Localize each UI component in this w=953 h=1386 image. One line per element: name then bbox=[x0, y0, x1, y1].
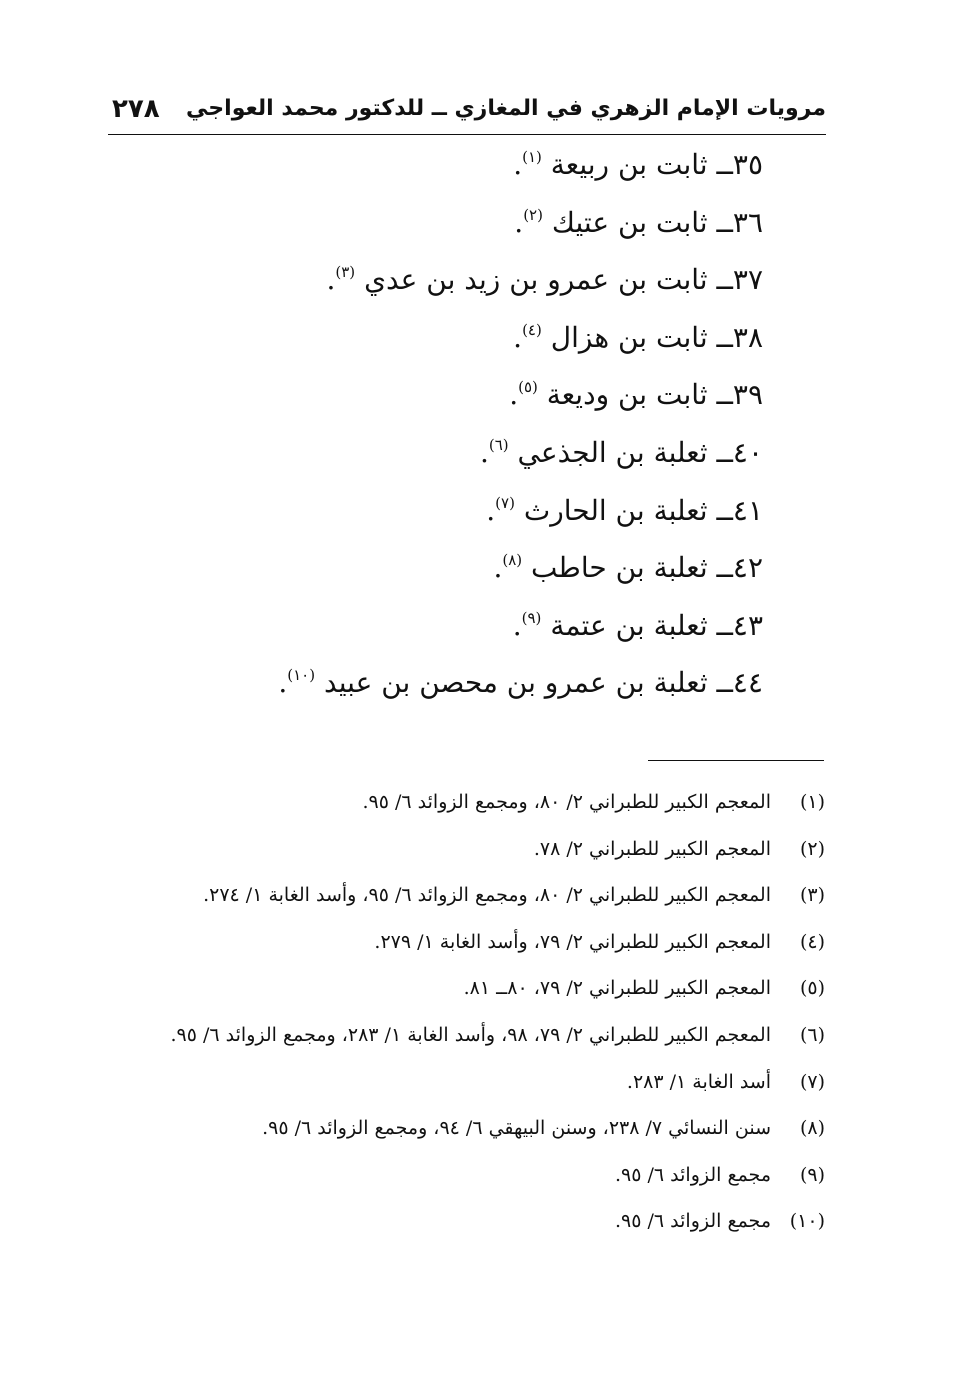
entry-name: ثعلبة بن عمرو بن محصن بن عبيد bbox=[324, 666, 708, 700]
entry-name: ثعلبة بن حاطب bbox=[531, 551, 708, 585]
list-item: ٤٤ــ ثعلبة بن عمرو بن محصن بن عبيد $^{(١٠)}$. bbox=[278, 666, 763, 700]
footnote bbox=[105, 925, 825, 972]
list-item: ٣٩ــ ثابت بن وديعة $^{(٥)}$. bbox=[509, 378, 763, 412]
footnote bbox=[105, 1158, 825, 1205]
entry-number: ٣٧ــ bbox=[716, 263, 763, 297]
list-item: ٣٥ــ ثابت بن ربيعة $^{(١)}$. bbox=[513, 148, 763, 181]
entry-name: ثابت بن عتيك bbox=[551, 205, 708, 239]
footnote-text: المعجم الكبير للطبراني ٢/ ٨٠، ومجمع الزوائد ٦/ ٩٥. bbox=[362, 791, 771, 813]
footnote-text: أسد الغابة ١/ ٢٨٣. bbox=[626, 1070, 771, 1093]
list-item: ٣٧ــ ثابت بن عمرو بن زيد بن عدي $^{(٣)}$. bbox=[326, 263, 763, 297]
entry-name: ثابت بن هزال bbox=[550, 320, 708, 354]
footnote-text: المعجم الكبير للطبراني ٢/ ٧٩، ٨٠ــ ٨١. bbox=[463, 977, 771, 1000]
list-item: ٤١ــ ثعلبة بن الحارث $^{(٧)}$. bbox=[486, 493, 763, 527]
footnote-ref: (٨) bbox=[502, 551, 523, 570]
footnote-number: (٥) bbox=[799, 977, 825, 1000]
footnote-text: المعجم الكبير للطبراني ٢/ ٧٩، ٩٨، وأسد الغابة ١/ ٢٨٣، ومجمع الزوائد ٦/ ٩٥. bbox=[170, 1023, 771, 1046]
entry-number: ٣٦ــ bbox=[716, 205, 763, 239]
footnote bbox=[105, 878, 825, 925]
entry-name: ثابت بن وديعة bbox=[546, 378, 708, 412]
footnote-text: مجمع الزوائد ٦/ ٩٥. bbox=[614, 1210, 771, 1233]
list-item: ٣٦ــ ثابت بن عتيك $^{(٢)}$. bbox=[514, 205, 763, 239]
footnote-ref: (٤) bbox=[522, 320, 542, 339]
entry-name: ثعلبة بن الجذعي bbox=[517, 435, 708, 469]
footnote-ref: (٦) bbox=[488, 435, 509, 454]
footnotes bbox=[105, 785, 825, 1251]
entry-number: ٣٩ــ bbox=[716, 378, 763, 412]
footnote bbox=[105, 785, 825, 832]
list-item: ٣٨ــ ثابت بن هزال $^{(٤)}$. bbox=[513, 320, 763, 354]
header-title: مرويات الإمام الزهري في المغازي ــ للدكتور محمد العواجي bbox=[186, 96, 826, 121]
entry-number: ٣٨ــ bbox=[716, 320, 763, 354]
list-item: ٤٣ــ ثعلبة بن عتمة $^{(٩)}$. bbox=[512, 608, 763, 642]
entry-name: ثابت بن عمرو بن زيد بن عدي bbox=[364, 263, 708, 297]
footnote-text: مجمع الزوائد ٦/ ٩٥. bbox=[614, 1163, 771, 1186]
footnote-number: (٦) bbox=[799, 1023, 825, 1046]
footnote-number: (٣) bbox=[799, 884, 825, 907]
footnote-number: (٤) bbox=[799, 930, 825, 953]
entry-number: ٤٣ــ bbox=[716, 608, 763, 642]
footnote bbox=[105, 971, 825, 1018]
entry-number: ٤٤ــ bbox=[716, 666, 763, 700]
footnote-ref: (٥) bbox=[518, 378, 538, 397]
footnote bbox=[105, 1018, 825, 1065]
footnote-number: (٧) bbox=[799, 1070, 825, 1093]
footnote-text: المعجم الكبير للطبراني ٢/ ٨٠، ومجمع الزوائد ٦/ ٩٥، وأسد الغابة ١/ ٢٧٤. bbox=[203, 884, 771, 907]
footnote-ref: (١٠) bbox=[287, 666, 316, 685]
footnote bbox=[105, 832, 825, 879]
footnote-ref: (٧) bbox=[495, 493, 515, 512]
list-item: ٤٠ــ ثعلبة بن الجذعي $^{(٦)}$. bbox=[479, 435, 763, 469]
footnote-text: المعجم الكبير للطبراني ٢/ ٧٨. bbox=[533, 837, 771, 860]
footnote-number: (٢) bbox=[799, 837, 825, 860]
footnote-ref: (٣) bbox=[335, 263, 356, 282]
entry-number: ٣٥ــ bbox=[716, 148, 763, 181]
entry-number: ٤٢ــ bbox=[716, 551, 763, 585]
footnote-separator bbox=[648, 760, 824, 761]
footnote-number: (٩) bbox=[799, 1163, 825, 1186]
list-item: ٤٢ــ ثعلبة بن حاطب $^{(٨)}$. bbox=[493, 551, 763, 585]
footnote-text: سنن النسائي ٧/ ٢٣٨، وسنن البيهقي ٦/ ٩٤، ومجمع الزوائد ٦/ ٩٥. bbox=[262, 1117, 771, 1140]
entry-name: ثابت بن ربيعة bbox=[550, 148, 708, 181]
footnote-number: (٨) bbox=[799, 1117, 825, 1140]
footnote bbox=[105, 1111, 825, 1158]
entry-name: ثعلبة بن الحارث bbox=[523, 493, 708, 527]
footnote-ref: (٢) bbox=[523, 205, 543, 224]
running-header bbox=[108, 92, 826, 135]
footnote-number: (١٠) bbox=[789, 1210, 825, 1233]
narrator-list bbox=[163, 140, 763, 716]
footnote-text: المعجم الكبير للطبراني ٢/ ٧٩، وأسد الغابة ١/ ٢٧٩. bbox=[374, 930, 771, 953]
footnote-ref: (١) bbox=[522, 148, 542, 166]
entry-name: ثعلبة بن عتمة bbox=[550, 608, 708, 642]
entry-number: ٤١ــ bbox=[716, 493, 763, 527]
entry-number: ٤٠ــ bbox=[716, 435, 763, 469]
page-number: ٢٧٨ bbox=[112, 94, 160, 124]
footnote bbox=[105, 1065, 825, 1112]
footnote-number: (١) bbox=[799, 791, 825, 813]
footnote-ref: (٩) bbox=[521, 608, 542, 627]
footnote bbox=[105, 1204, 825, 1251]
